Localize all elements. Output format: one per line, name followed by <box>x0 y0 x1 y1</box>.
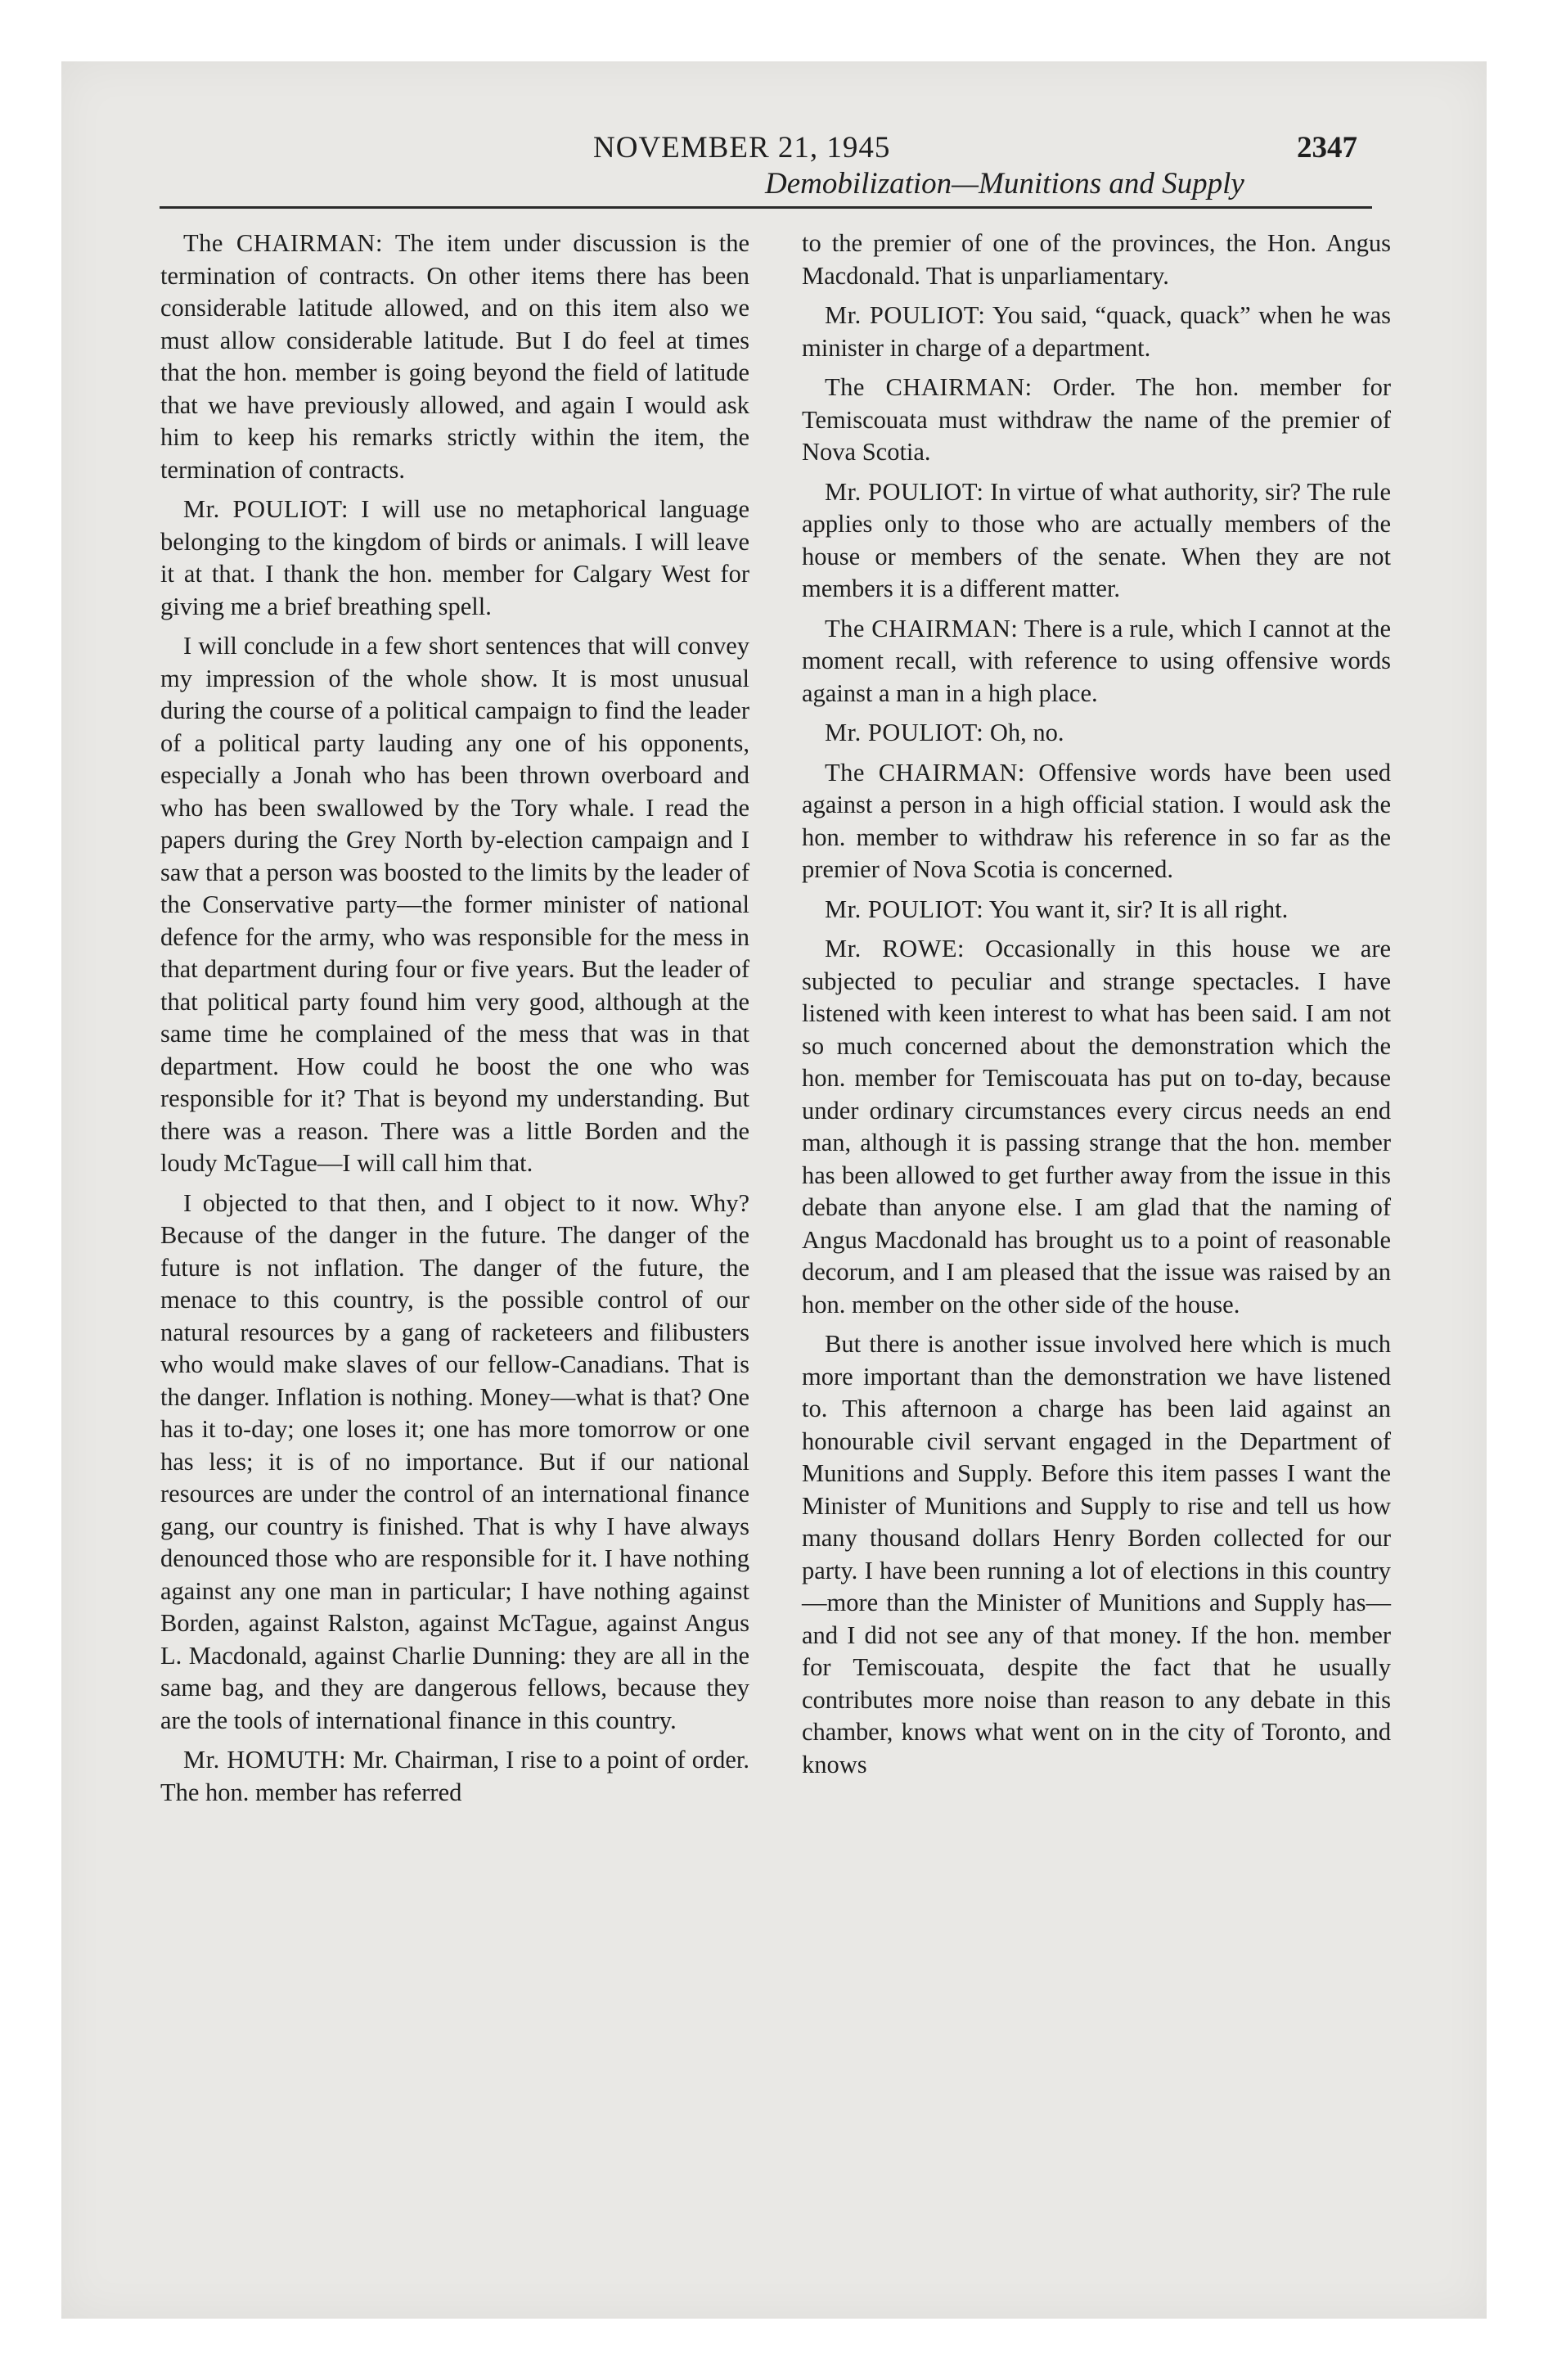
paragraph <box>802 717 1391 750</box>
paragraph <box>160 1188 749 1738</box>
paragraph <box>160 630 749 1180</box>
paragraph <box>802 894 1391 926</box>
speaker-name: The CHAIRMAN: <box>825 758 1025 787</box>
paragraph <box>802 1328 1391 1781</box>
paragraph-text: You said, “quack, quack” when he was minister in charge of a department. <box>802 301 1391 362</box>
paragraph-text: I will use no metaphorical language belonging to the kingdom of birds or animals. I will leave it at that. I thank the hon. member for Calgary West for giving me a brief breathing spell. <box>160 495 749 620</box>
speaker-name: Mr. POULIOT: <box>825 719 984 746</box>
speaker-name: Mr. POULIOT: <box>825 895 984 923</box>
paragraph <box>160 494 749 623</box>
paragraph <box>802 300 1391 364</box>
paragraph <box>802 757 1391 886</box>
speaker-name: The CHAIRMAN: <box>183 229 383 257</box>
speaker-name: Mr. HOMUTH: <box>183 1746 347 1774</box>
paragraph <box>802 228 1391 292</box>
paragraph-text: Order. The hon. member for Temiscouata must withdraw the name of the premier of Nova Scotia. <box>802 373 1392 466</box>
right-column <box>802 228 1391 1788</box>
paragraph-text: Offensive words have been used against a person in a high official station. I would ask the hon. member to withdraw his reference in so far as the premier of Nova Scotia is concerned. <box>802 758 1391 883</box>
paragraph <box>802 933 1391 1321</box>
paragraph-text: In virtue of what authority, sir? The rule applies only to those who are actually members of the house or members of the senate. When they are not members it is a different matter. <box>802 477 1391 602</box>
page-header <box>61 61 1487 225</box>
speaker-name: The CHAIRMAN: <box>825 373 1033 401</box>
speaker-name: Mr. ROWE: <box>825 935 965 962</box>
speaker-name: Mr. POULIOT: <box>183 495 349 523</box>
speaker-name: Mr. POULIOT: <box>825 477 984 506</box>
paragraph <box>160 1744 749 1809</box>
paragraph-text: You want it, sir? It is all right. <box>988 895 1289 923</box>
speaker-name: Mr. POULIOT: <box>825 301 986 329</box>
paragraph-text: Occasionally in this house we are subjected to peculiar and strange spectacles. I have listened with keen interest to what has been said. I am not so much concerned about the demonstration which the hon. member for Temiscouata has put on to-day, because under ordinary circumstances every circus needs an end man, although it is passing strange that the hon. member has been allowed to get further away from the issue in this debate than anyone else. I am glad that the naming of Angus Macdonald has brought us to a point of reasonable decorum, and I am pleased that the issue was raised by an hon. member on the other side of the house. <box>802 935 1392 1318</box>
header-rule <box>160 206 1372 209</box>
paragraph <box>802 476 1391 606</box>
left-column <box>160 228 749 1816</box>
header-date: NOVEMBER 21, 1945 <box>593 131 891 165</box>
paragraph-text: I objected to that then, and I object to it now. Why? Because of the danger in the future. The danger of the future is not inflation. The danger of the future, the menace to this country, is the possible control of our natural resources by a gang of racketeers and filibusters who would make slaves of our fellow-Canadians. That is the danger. Inflation is nothing. Money—what is that? One has it to-day; one loses it; one has more tomorrow or one has less; it is of no importance. But if our national resources are under the control of an international finance gang, our country is finished. That is why I have always denounced those who are responsible for it. I have nothing against any one man in particular; I have nothing against Borden, against Ralston, against McTague, against Angus L. Macdonald, against Charlie Dunning: they are all in the same bag, and they are dangerous fellows, because they are the tools of international finance in this country. <box>160 1188 749 1734</box>
paragraph-text: There is a rule, which I cannot at the moment recall, with reference to using offensive words against a man in a high place. <box>802 614 1391 707</box>
paragraph-text: Mr. Chairman, I rise to a point of order. The hon. member has referred <box>160 1746 750 1806</box>
paragraph <box>160 228 749 486</box>
speaker-name: The CHAIRMAN: <box>825 614 1019 642</box>
paragraph-text: I will conclude in a few short sentences that will convey my impression of the whole show. It is most unusual during the course of a political campaign to find the leader of a political party lauding any one of his opponents, especially a Jonah who has been thrown overboard and who has been swallowed by the Tory whale. I read the papers during the Grey North by-election campaign and I saw that a person was boosted to the limits by the leader of the Conservative party—the former minister of national defence for the army, who was responsible for the mess in that department during four or five years. But the leader of that political party found him very good, although at the same time he complained of the mess that was in that department. How could he boost the one who was responsible for it? That is beyond my understanding. But there was a reason. There was a little Borden and the loudy McTague—I will call him that. <box>160 632 749 1177</box>
page <box>61 61 1487 2319</box>
paragraph <box>802 613 1391 710</box>
header-subject: Demobilization—Munitions and Supply <box>765 167 1244 201</box>
paragraph-text: to the premier of one of the provinces, the Hon. Angus Macdonald. That is unparliamentary. <box>802 229 1391 290</box>
paragraph <box>802 372 1391 469</box>
paragraph-text: The item under discussion is the termination of contracts. On other items there has been considerable latitude allowed, and on this item also we must allow considerable latitude. But I do feel at times that the hon. member is going beyond the field of latitude that we have previously allowed, and again I would ask him to keep his remarks strictly within the item, the termination of contracts. <box>160 229 749 484</box>
page-number: 2347 <box>1297 131 1357 165</box>
paragraph-text: But there is another issue involved here which is much more important than the demonstration we have listened to. This afternoon a charge has been laid against an honourable civil servant engaged in the Department of Munitions and Supply. Before this item passes I want the Minister of Munitions and Supply to rise and tell us how many thousand dollars Henry Borden collected for our party. I have been running a lot of elections in this country—more than the Minister of Munitions and Supply has—and I did not see any of that money. If the hon. member for Temiscouata, despite the fact that he usually contributes more noise than reason to any debate in this chamber, knows what went on in the city of Toronto, and knows <box>802 1330 1391 1778</box>
paragraph-text: Oh, no. <box>989 719 1064 746</box>
